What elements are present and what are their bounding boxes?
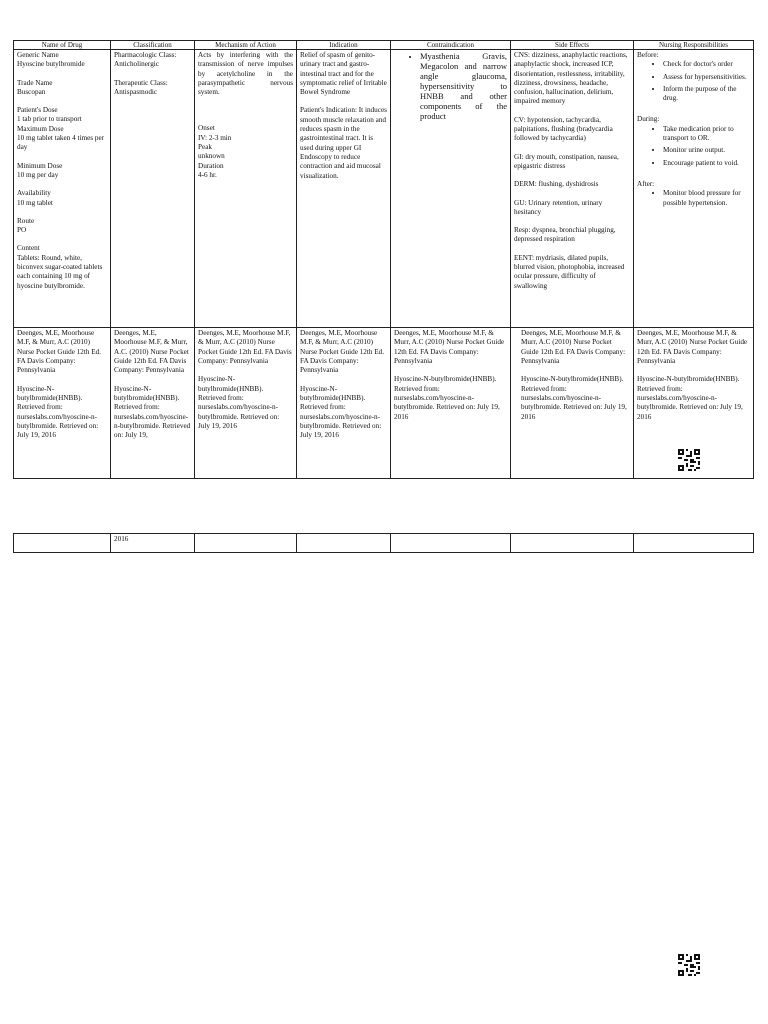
mechanism-text: Acts by interfering with the transmission of nerve impulses by acetylcholine in the parasympathetic nervous system. [198,51,293,97]
contraindication-list [394,51,507,121]
duration-label: Duration [198,161,224,170]
header-contraindication: Contraindication [391,41,511,50]
cont-cell-side-effects [511,534,634,553]
during-label: During: [637,115,660,124]
cont-cell-contraindication [391,534,511,553]
therapeutic-class: Antispasmodic [114,87,158,96]
ref-contraindication: Deenges, M.E, Moorhouse M.F, & Murr, A.C (2010) Nurse Pocket Guide 12th Ed. FA Davis Company: Pennsylvania Hyoscine-N-butylbromide(HNBB). Retrieved from: nurseslabs.com/hyoscine-n-butylbromide. Retrieved on: July 19, 2016 [391,328,511,479]
side-effect-cns: CNS: dizziness, anaphylactic reactions, anaphylactic shock, increased ICP, disorientation, restlessness, irritability, dizziness, drowsiness, headache, confusion, hallucination, delirium, impaired memory [514,51,628,106]
duration: 4-6 hr. [198,170,217,179]
cell-name-of-drug [14,50,111,328]
header-mechanism: Mechanism of Action [195,41,297,50]
route: PO [17,226,27,235]
peak-label: Peak [198,143,212,152]
header-nursing: Nursing Responsibilities [634,41,754,50]
onset: IV: 2-3 min [198,133,232,142]
pharmacologic-class: Anticholinergic [114,60,159,69]
patient-dose: 1 tab prior to transport [17,115,82,124]
drug-study-table-continuation [13,533,754,553]
before-label: Before: [637,51,659,59]
patient-indication: Patient's Indication: It induces smooth muscle relaxation and reduces spasm in the gastrointestinal tract. It is used during upper GI Endoscopy to reduce contraction and aid mucosal visualization. [300,106,387,180]
data-row [14,50,754,328]
before-list [637,60,750,103]
after-label: After: [637,179,655,188]
min-dose: 10 mg per day [17,170,59,179]
during-item: • Take medication prior to transport to OR. [663,125,750,144]
side-effect-gu: GU: Urinary retention, urinary hesitancy [514,198,603,216]
side-effect-resp: Resp: dyspnea, bronchial plugging, depressed respiration [514,226,616,244]
pharmacologic-class-label: Pharmacologic Class: [114,51,177,59]
during-list [637,125,750,168]
continuation-row [14,534,754,553]
during-item: • Encourage patient to void. [663,159,750,168]
availability: 10 mg tablet [17,198,53,207]
before-item: • Inform the purpose of the drug. [663,85,750,104]
header-indication: Indication [297,41,391,50]
ref-classification: Deenges, M.E, Moorhouse M.F, & Murr, A.C. (2010) Nurse Pocket Guide 12th Ed. FA Davis Company: Pennsylvania Hyoscine-N-butylbromide(HNBB). Retrieved from: nurseslabs.com/hyoscine-n-butylbromide. Retrieved on: July 19, [111,328,195,479]
cell-nursing [634,50,754,328]
content: Tablets: Round, white, biconvex sugar-coated tablets each containing 10 mg of hyoscine butylbromide. [17,253,103,290]
cell-side-effects [511,50,634,328]
cell-mechanism [195,50,297,328]
content-label: Content [17,244,40,253]
after-list [637,189,750,208]
before-item: • Assess for hypersensitivities. [663,73,750,82]
generic-name-label: Generic Name [17,51,59,59]
reference-row [14,328,754,479]
qr-code-icon [678,449,700,471]
therapeutic-class-label: Therapeutic Class: [114,78,168,87]
cell-contraindication [391,50,511,328]
max-dose: 10 mg tablet taken 4 times per day [17,134,105,152]
cont-cell-name [14,534,111,553]
cell-indication [297,50,391,328]
ref-nursing: Deenges, M.E, Moorhouse M.F, & Murr, A.C (2010) Nurse Pocket Guide 12th Ed. FA Davis Company: Pennsylvania Hyoscine-N-butylbromide(HNBB). Retrieved from: nurseslabs.com/hyoscine-n-butylbromide. Retrieved on: July 19, 2016 [634,328,754,479]
peak: unknown [198,152,225,161]
side-effect-derm: DERM: flushing, dyshidrosis [514,180,599,189]
cont-cell-nursing [634,534,754,553]
trade-name: Buscopan [17,87,46,96]
drug-study-table [13,40,754,479]
availability-label: Availability [17,189,51,198]
ref-indication: Deenges, M.E, Moorhouse M.F, & Murr, A.C (2010) Nurse Pocket Guide 12th Ed. FA Davis Company: Pennsylvania Hyoscine-N-butylbromide(HNBB). Retrieved from: nurseslabs.com/hyoscine-n-butylbromide. Retrieved on: July 19, 2016 [297,328,391,479]
generic-name: Hyoscine butylbromide [17,60,85,69]
during-item: • Monitor urine output. [663,146,750,155]
route-label: Route [17,216,35,225]
cont-cell-mechanism [195,534,297,553]
ref-side-effects: Deenges, M.E, Moorhouse M.F, & Murr, A.C (2010) Nurse Pocket Guide 12th Ed. FA Davis Company: Pennsylvania Hyoscine-N-butylbromide(HNBB). Retrieved from: nurseslabs.com/hyoscine-n-butylbromide. Retrieved on: July 19, 2016 [511,328,634,479]
onset-label: Onset [198,124,215,133]
ref-mechanism: Deenges, M.E, Moorhouse M.F, & Murr, A.C (2010) Nurse Pocket Guide 12th Ed. FA Davis Company: Pennsylvania Hyoscine-N-butylbromide(HNBB). Retrieved from: nurseslabs.com/hyoscine-n-butylbromide. Retrieved on: July 19, 2016 [195,328,297,479]
side-effect-gi: GI: dry mouth, constipation, nausea, epigastric distress [514,152,619,170]
header-side-effects: Side Effects [511,41,634,50]
max-dose-label: Maximum Dose [17,124,64,133]
patient-dose-label: Patient's Dose [17,106,58,115]
cont-cell-classification: 2016 [111,534,195,553]
side-effect-cv: CV: hypotension, tachycardia, palpitations, flushing (bradycardia followed by tachycardia) [514,115,613,143]
contraindication-item: • Myasthenia Gravis, Megacolon and narrow angle glaucoma, hypersensitivity to HNBB and other components of the product [420,51,507,121]
cell-classification [111,50,195,328]
after-item: • Monitor blood pressure for possible hypertension. [663,189,750,208]
header-classification: Classification [111,41,195,50]
cont-cell-indication [297,534,391,553]
header-row [14,41,754,50]
before-item: • Check for doctor's order [663,60,750,69]
qr-code-icon [678,954,700,976]
trade-name-label: Trade Name [17,78,53,87]
indication-text: Relief of spasm of genito-urinary tract and gastro-intestinal tract and for the symptomatic relief of Irritable Bowel Syndrome [300,51,387,97]
ref-name-of-drug: Deenges, M.E, Moorhouse M.F, & Murr, A.C (2010) Nurse Pocket Guide 12th Ed. FA Davis Company: Pennsylvania Hyoscine-N-butylbromide(HNBB). Retrieved from: nurseslabs.com/hyoscine-n-butylbromide. Retrieved on: July 19, 2016 [14,328,111,479]
header-name-of-drug: Name of Drug [14,41,111,50]
min-dose-label: Minimum Dose [17,161,63,170]
side-effect-eent: EENT: mydriasis, dilated pupils, blurred vision, photophobia, increased ocular pressure, difficulty of swallowing [514,253,625,290]
